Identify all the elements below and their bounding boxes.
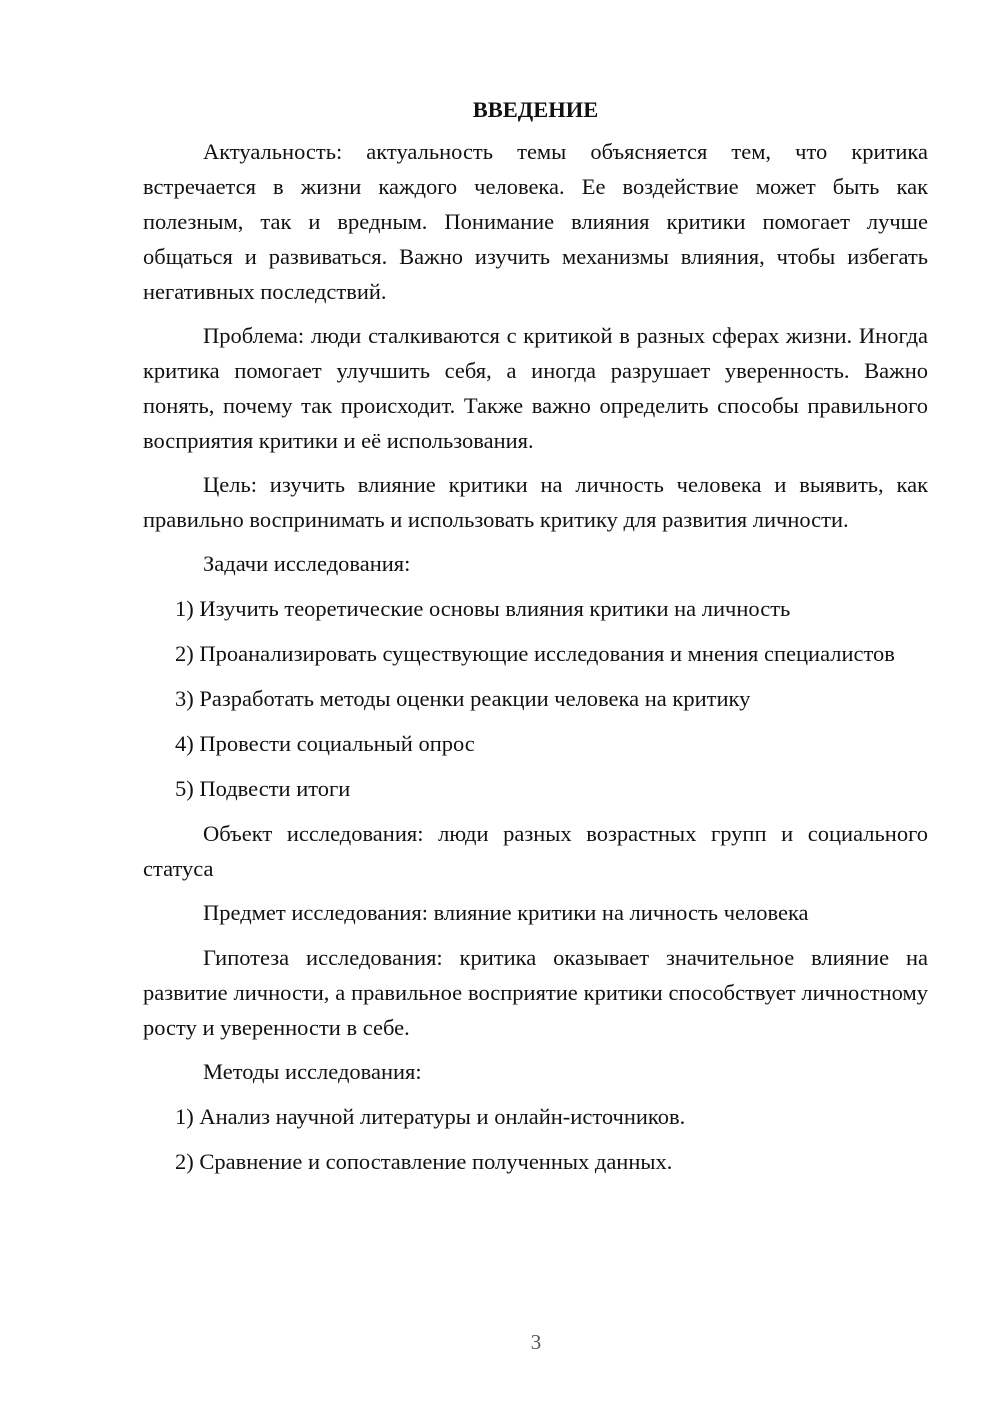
hypothesis-paragraph: Гипотеза исследования: критика оказывает значительное влияние на развитие личности, а правильное восприятие критики способствует личностному росту и уверенности в себе. [143, 945, 928, 1040]
task-item: 3) Разработать методы оценки реакции человека на критику [175, 686, 751, 711]
goal-paragraph: Цель: изучить влияние критики на личность человека и выявить, как правильно воспринимать и использовать критику для развития личности. [143, 472, 928, 532]
relevance-paragraph: Актуальность: актуальность темы объясняется тем, что критика встречается в жизни каждого человека. Ее воздействие может быть как полезным, так и вредным. Понимание влияния критики помогает лучше общаться и развиваться. Важно изучить механизмы влияния, чтобы избегать негативных последствий. [143, 139, 928, 304]
task-item: 4) Провести социальный опрос [175, 731, 475, 756]
method-item: 1) Анализ научной литературы и онлайн-источников. [175, 1104, 686, 1129]
page-number: 3 [530, 1330, 542, 1354]
subject-paragraph: Предмет исследования: влияние критики на личность человека [203, 900, 809, 925]
problem-paragraph: Проблема: люди сталкиваются с критикой в разных сферах жизни. Иногда критика помогает улучшить себя, а иногда разрушает уверенность. Важно понять, почему так происходит. Также важно определить способы правильного восприятия критики и её использования. [143, 323, 928, 453]
page-content [143, 92, 928, 1189]
object-paragraph: Объект исследования: люди разных возрастных групп и социального статуса [143, 821, 928, 881]
task-item: 2) Проанализировать существующие исследования и мнения специалистов [175, 641, 895, 666]
method-item: 2) Сравнение и сопоставление полученных данных. [175, 1149, 673, 1174]
task-item: 5) Подвести итоги [175, 776, 351, 801]
page-title: ВВЕДЕНИЕ [472, 97, 599, 122]
task-item: 1) Изучить теоретические основы влияния критики на личность [175, 596, 791, 621]
methods-heading: Методы исследования: [203, 1059, 422, 1084]
tasks-heading: Задачи исследования: [203, 551, 411, 576]
